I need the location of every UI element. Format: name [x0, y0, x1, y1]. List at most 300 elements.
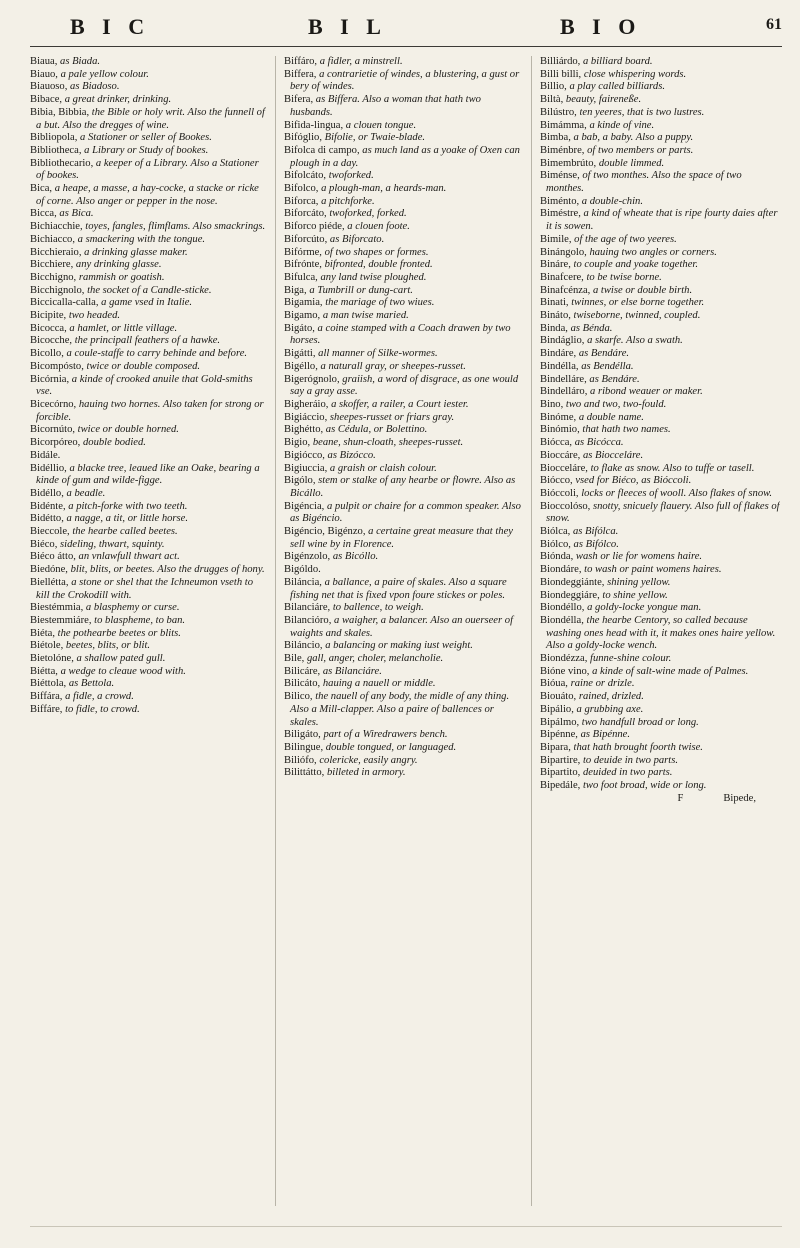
entry-headword: Bilicáre, — [284, 665, 323, 677]
header-left-guideword: B I C — [70, 14, 151, 39]
dictionary-entry — [540, 297, 780, 310]
dictionary-entry — [284, 691, 522, 729]
entry-headword: Bigiáccio, — [284, 411, 330, 423]
dictionary-entry — [284, 208, 522, 221]
dictionary-entry — [540, 463, 780, 476]
entry-definition: two foot broad, wide or long. — [582, 780, 707, 792]
entry-definition: twoforked. — [328, 170, 374, 182]
entry-definition: a plough-man, a heards-man. — [321, 183, 447, 195]
entry-definition: stem or stalke of any hearbe or flowre. Also as Bicállo. — [290, 475, 516, 499]
entry-definition: raine or drizle. — [570, 678, 635, 690]
entry-definition: that hath two names. — [582, 424, 671, 436]
dictionary-entry — [540, 653, 780, 666]
dictionary-entry — [30, 259, 266, 272]
entry-definition: a pulpit or chaire for a common speaker. Also as Bigéncio. — [290, 500, 521, 525]
dictionary-entry — [540, 234, 780, 247]
dictionary-entry — [30, 551, 266, 564]
entry-headword: Bicchieraio, — [30, 246, 85, 258]
entry-definition: the hearbe Centory, so called because washing ones head with it, it makes ones haire yellow. Also a goldy-locke wench. — [546, 614, 776, 652]
dictionary-entry — [284, 145, 522, 170]
entry-headword: Bipedále, — [540, 780, 583, 792]
entry-headword: Biauoso, — [30, 81, 71, 93]
dictionary-entry — [284, 234, 522, 247]
entry-definition: as Bifólca. — [572, 526, 619, 538]
entry-headword: Bicocca, — [30, 322, 70, 334]
page-number: 61 — [766, 16, 782, 33]
entry-definition: a Tumbrill or dung-cart. — [309, 284, 413, 296]
dictionary-entry — [284, 564, 522, 577]
entry-definition: to flake as snow. Also to tuffe or tasell. — [590, 462, 755, 474]
entry-definition: as Bendáre. — [578, 348, 630, 360]
dictionary-entry — [540, 374, 780, 387]
entry-headword: Billi billi, — [540, 68, 584, 80]
dictionary-entry — [284, 653, 522, 666]
entry-definition: wash or lie for womens haire. — [575, 551, 703, 563]
dictionary-entry — [540, 475, 780, 488]
entry-definition: as Bénda. — [570, 322, 613, 334]
entry-headword: Bilittátto, — [284, 767, 327, 779]
entry-definition: Bifolie, or Twaie-blade. — [324, 132, 426, 144]
dictionary-entry — [284, 272, 522, 285]
entry-headword: Bidétto, — [30, 513, 67, 525]
entry-definition: the principall feathers of a hawke. — [74, 335, 221, 347]
dictionary-entry — [284, 602, 522, 615]
entry-headword: Biffáro, — [284, 56, 320, 67]
entry-definition: twiseborne, twinned, coupled. — [573, 310, 701, 322]
entry-definition: as Bipénne. — [580, 729, 631, 741]
entry-definition: all manner of Silke-wormes. — [318, 348, 438, 360]
entry-definition: rammish or goatish. — [78, 271, 165, 283]
entry-definition: a twise or double birth. — [592, 284, 693, 296]
entry-definition: as Bendáre. — [589, 373, 640, 385]
dictionary-entry — [30, 513, 266, 526]
dictionary-entry — [540, 285, 780, 298]
dictionary-entry — [30, 450, 266, 463]
entry-headword: Bimile, — [540, 233, 575, 245]
entry-definition: a blasphemy or curse. — [85, 602, 180, 614]
entry-headword: Bindelláre, — [540, 373, 590, 385]
entry-headword: Biócca, — [540, 437, 575, 449]
entry-headword: Binángolo, — [540, 246, 590, 258]
dictionary-entry — [284, 412, 522, 425]
entry-definition: a Library or Study of bookes. — [84, 144, 209, 156]
entry-definition: as Bilanciáre. — [322, 665, 382, 677]
dictionary-entry — [30, 691, 266, 704]
entry-headword: Bidále. — [30, 449, 61, 461]
entry-headword: Biéttola, — [30, 678, 69, 690]
dictionary-entry — [30, 335, 266, 348]
entry-headword: Bilanciáre, — [284, 602, 333, 614]
entry-headword: Bicecórno, — [30, 398, 79, 410]
entry-headword: Bináre, — [540, 259, 574, 271]
entry-headword: Biétta, — [30, 665, 61, 677]
entry-definition: a hamlet, or little village. — [69, 322, 178, 334]
entry-definition: as Biforcato. — [329, 233, 385, 245]
entry-definition: locks or fleeces of wooll. Also flakes of snow. — [581, 487, 773, 499]
dictionary-entry — [540, 196, 780, 209]
entry-headword: Bigiuccia, — [284, 462, 330, 474]
dictionary-entry — [30, 424, 266, 437]
entry-definition: of two shapes or formes. — [324, 246, 429, 258]
entry-headword: Bighétto, — [284, 424, 326, 436]
entry-headword: Biffáre, — [30, 703, 66, 715]
entry-headword: Bigerógnolo, — [284, 373, 343, 385]
entry-definition: as Bizócco. — [327, 449, 376, 461]
dictionary-entry — [284, 475, 522, 500]
entry-definition: a balancing or making iust weight. — [325, 640, 473, 652]
entry-definition: part of a Wiredrawers bench. — [323, 729, 448, 741]
entry-definition: a contrarietie of windes, a blustering, a gust or bery of windes. — [290, 68, 520, 93]
entry-headword: Bifolcáto, — [284, 170, 329, 182]
entry-definition: twoforked, forked. — [329, 208, 407, 220]
entry-definition: as Biocceláre. — [582, 449, 644, 461]
entry-headword: Binóme, — [540, 411, 579, 423]
entry-definition: a fidler, a minstrell. — [319, 56, 403, 67]
entry-headword: Biláncio, — [284, 640, 326, 652]
entry-headword: Bifóglio, — [284, 132, 325, 144]
entry-definition: a coine stamped with a Coach drawen by two horses. — [290, 322, 511, 347]
dictionary-entry — [284, 666, 522, 679]
entry-headword: Bilicáto, — [284, 678, 323, 690]
entry-definition: two and two, two-fould. — [565, 398, 667, 410]
dictionary-entry — [540, 170, 780, 195]
entry-definition: a drinking glasse maker. — [84, 246, 188, 258]
dictionary-entry — [540, 247, 780, 260]
entry-definition: toyes, fangles, flimflams. Also smackrings. — [85, 221, 266, 233]
entry-headword: Bieccole, — [30, 526, 73, 538]
entry-definition: a kind of wheate that is ripe fourty daies after it is sowen. — [546, 208, 778, 233]
entry-headword: Biffera, — [284, 68, 320, 80]
entry-columns — [30, 56, 782, 1216]
dictionary-entry — [30, 247, 266, 260]
dictionary-entry — [284, 463, 522, 476]
entry-definition: to be twise borne. — [586, 271, 662, 283]
entry-definition: hauing two hornes. Also taken for strong or forcible. — [36, 398, 264, 423]
dictionary-entry — [540, 272, 780, 285]
entry-definition: hauing a nauell or middle. — [322, 678, 436, 690]
entry-definition: to wash or paint womens haires. — [584, 564, 722, 576]
entry-definition: the socket of a Candle-sticke. — [87, 284, 212, 296]
entry-definition: a clouen foote. — [347, 221, 410, 233]
entry-headword: Bigéncio, Bigénzo, — [284, 526, 369, 538]
entry-definition: a goldy-locke yongue man. — [587, 602, 702, 614]
dictionary-entry — [540, 424, 780, 437]
dictionary-entry — [30, 526, 266, 539]
entry-headword: Biouáto, — [540, 691, 579, 703]
signature-mark: F — [677, 792, 684, 804]
entry-definition: as Bica. — [59, 208, 94, 220]
entry-definition: as Bicóllo. — [332, 551, 379, 563]
entry-definition: a keeper of a Library. Also a Stationer of bookes. — [36, 157, 259, 182]
dictionary-entry — [284, 323, 522, 348]
entry-headword: Bigólo, — [284, 475, 319, 487]
entry-definition: a kinde of salt-wine made of Palmes. — [592, 665, 749, 677]
dictionary-entry — [284, 310, 522, 323]
entry-definition: a bab, a baby. Also a puppy. — [573, 132, 694, 144]
entry-headword: Bibliotheca, — [30, 144, 85, 156]
entry-definition: as Biffera. Also a woman that hath two husbands. — [290, 94, 481, 118]
column-1 — [30, 56, 266, 1206]
dictionary-entry — [540, 412, 780, 425]
dictionary-entry — [540, 323, 780, 336]
entry-headword: Bifolco, — [284, 183, 322, 195]
dictionary-entry — [30, 704, 266, 717]
dictionary-entry — [30, 272, 266, 285]
entry-definition: a ballance, a paire of skales. Also a square fishing net that is fixed vpon foure stickes or poles. — [290, 576, 507, 601]
entry-definition: a kinde of crooked anuile that Gold-smiths vse. — [36, 373, 253, 398]
entry-definition: double bodied. — [82, 437, 146, 449]
page-bottom-edge — [30, 1226, 782, 1227]
entry-definition: double tongued, or languaged. — [325, 741, 457, 753]
dictionary-entry — [540, 666, 780, 679]
entry-headword: Bifórme, — [284, 246, 325, 258]
dictionary-entry — [540, 437, 780, 450]
dictionary-entry — [540, 742, 780, 755]
dictionary-entry — [540, 590, 780, 603]
entry-headword: Biócco, — [540, 475, 576, 487]
entry-definition: twice or double composed. — [86, 360, 201, 372]
dictionary-entry — [284, 450, 522, 463]
entry-headword: Biligáto, — [284, 729, 324, 741]
entry-headword: Biondélla, — [540, 614, 587, 626]
dictionary-entry — [30, 297, 266, 310]
entry-definition: to fidle, to crowd. — [65, 703, 140, 715]
entry-definition: as Biada. — [60, 56, 101, 67]
dictionary-entry — [30, 81, 266, 94]
dictionary-entry — [540, 310, 780, 323]
dictionary-entry — [30, 501, 266, 514]
entry-headword: Biedóne, — [30, 564, 71, 576]
dictionary-entry — [540, 56, 780, 69]
entry-definition: any drinking glasse. — [75, 259, 162, 271]
entry-headword: Biestemmiáre, — [30, 614, 95, 626]
entry-definition: a graish or claish colour. — [329, 462, 437, 474]
dictionary-entry — [540, 399, 780, 412]
dictionary-entry — [30, 437, 266, 450]
dictionary-entry — [540, 158, 780, 171]
dictionary-entry — [30, 678, 266, 691]
entry-definition: a nagge, a tit, or little horse. — [66, 513, 189, 525]
dictionary-entry — [284, 577, 522, 602]
entry-headword: Bioccolóso, — [540, 500, 593, 512]
entry-headword: Binati, — [540, 297, 572, 309]
dictionary-entry — [284, 132, 522, 145]
dictionary-entry — [30, 69, 266, 82]
dictionary-entry — [30, 640, 266, 653]
dictionary-entry — [540, 704, 780, 717]
dictionary-entry — [284, 399, 522, 412]
entry-definition: as Cédula, or Bolettino. — [325, 424, 428, 436]
dictionary-entry — [30, 221, 266, 234]
dictionary-entry — [30, 158, 266, 183]
entry-definition: to deuide in two parts. — [582, 754, 679, 766]
entry-headword: Bibace, — [30, 94, 65, 106]
dictionary-entry — [284, 678, 522, 691]
entry-headword: Bigéllo, — [284, 360, 321, 372]
entry-headword: Biforco piéde, — [284, 221, 348, 233]
entry-headword: Biccicalla-calla, — [30, 297, 102, 309]
dictionary-entry — [540, 259, 780, 272]
entry-definition: deuided in two parts. — [582, 767, 673, 779]
entry-headword: Biétole, — [30, 640, 66, 652]
entry-definition: a blacke tree, leaued like an Oake, bearing a kinde of gum and wilde-figge. — [36, 462, 260, 487]
dictionary-entry — [540, 488, 780, 501]
dictionary-entry — [284, 526, 522, 551]
entry-headword: Biltà, — [540, 94, 566, 106]
dictionary-entry — [30, 56, 266, 69]
entry-definition: of the age of two yeeres. — [574, 233, 677, 245]
dictionary-entry — [30, 348, 266, 361]
dictionary-entry — [30, 94, 266, 107]
entry-definition: two handfull broad or long. — [581, 716, 699, 728]
entry-headword: Bióne vino, — [540, 665, 593, 677]
entry-definition: an vnlawfull thwart act. — [78, 551, 180, 563]
entry-headword: Bicchigno, — [30, 271, 79, 283]
entry-headword: Binafcénza, — [540, 284, 593, 296]
dictionary-entry — [30, 310, 266, 323]
entry-headword: Bipálmo, — [540, 716, 582, 728]
entry-headword: Bilústro, — [540, 106, 580, 118]
footer-line — [540, 793, 780, 806]
entry-headword: Bibliothecario, — [30, 157, 96, 169]
dictionary-entry — [30, 539, 266, 552]
entry-definition: a pitch-forke with two teeth. — [68, 500, 188, 512]
entry-definition: a kinde of vine. — [589, 119, 655, 131]
dictionary-entry — [284, 285, 522, 298]
entry-headword: Bidénte, — [30, 500, 69, 512]
dictionary-entry — [540, 767, 780, 780]
entry-definition: as much land as a yoake of Oxen can plough in a day. — [290, 144, 520, 169]
entry-definition: a Stationer or seller of Bookes. — [80, 132, 212, 144]
entry-headword: Bigio, — [284, 437, 313, 449]
entry-definition: a billiard board. — [582, 56, 653, 67]
dictionary-entry — [284, 297, 522, 310]
dictionary-entry — [284, 424, 522, 437]
entry-definition: a wedge to cleaue wood with. — [60, 665, 186, 677]
entry-headword: Bietolóne, — [30, 653, 77, 665]
entry-definition: colericke, easily angry. — [319, 754, 418, 766]
dictionary-entry — [540, 335, 780, 348]
entry-definition: a certaine great measure that they sell wine by in Florence. — [290, 526, 513, 550]
dictionary-entry — [540, 386, 780, 399]
dictionary-entry — [284, 729, 522, 742]
entry-headword: Biméstre, — [540, 208, 584, 220]
entry-definition: a great drinker, drinking. — [64, 94, 172, 106]
dictionary-entry — [540, 208, 780, 233]
entry-definition: a beadle. — [66, 487, 106, 499]
entry-headword: Bigóldo. — [284, 564, 321, 576]
entry-headword: Bifulca, — [284, 271, 321, 283]
entry-headword: Bimembrúto, — [540, 157, 599, 169]
entry-definition: vsed for Biéco, as Bióccoli. — [575, 475, 692, 487]
entry-definition: a skoffer, a railer, a Court iester. — [331, 398, 469, 410]
entry-headword: Bináto, — [540, 310, 574, 322]
entry-headword: Bica, — [30, 183, 55, 195]
entry-headword: Bindélla, — [540, 360, 582, 372]
dictionary-entry — [540, 729, 780, 742]
entry-definition: bifronted, double fronted. — [324, 259, 433, 271]
dictionary-entry — [30, 208, 266, 221]
dictionary-entry — [30, 145, 266, 158]
entry-headword: Billio, — [540, 81, 570, 93]
entry-headword: Bipara, — [540, 741, 574, 753]
entry-definition: gall, anger, choler, melancholie. — [306, 653, 444, 665]
dictionary-entry — [30, 285, 266, 298]
entry-headword: Biforcáto, — [284, 208, 330, 220]
entry-headword: Bichiacco, — [30, 233, 78, 245]
entry-headword: Bimba, — [540, 132, 574, 144]
dictionary-entry — [540, 145, 780, 158]
dictionary-entry — [540, 755, 780, 768]
entry-definition: a clouen tongue. — [345, 119, 417, 131]
entry-headword: Biforca, — [284, 195, 322, 207]
entry-definition: double limmed. — [598, 157, 665, 169]
dictionary-entry — [30, 488, 266, 501]
entry-headword: Bipálio, — [540, 703, 577, 715]
entry-definition: the mariage of two wiues. — [325, 297, 435, 309]
entry-headword: Bifera, — [284, 94, 316, 106]
dictionary-entry — [284, 183, 522, 196]
header-right-guideword: B I O — [560, 14, 642, 39]
entry-definition: rained, drizled. — [578, 691, 644, 703]
dictionary-entry — [284, 361, 522, 374]
dictionary-entry — [540, 602, 780, 615]
entry-headword: Bigiócco, — [284, 449, 328, 461]
entry-definition: beane, shun-cloath, sheepes-russet. — [312, 437, 464, 449]
entry-headword: Biga, — [284, 284, 310, 296]
entry-headword: Bipénne, — [540, 729, 581, 741]
dictionary-entry — [284, 56, 522, 69]
dictionary-entry — [540, 615, 780, 653]
dictionary-entry — [284, 767, 522, 780]
dictionary-entry — [540, 526, 780, 539]
entry-definition: as Bifólco. — [573, 538, 619, 550]
entry-headword: Biondeggiáre, — [540, 589, 603, 601]
entry-definition: sheepes-russet or friars gray. — [329, 411, 455, 423]
entry-definition: a skarfe. Also a swath. — [587, 335, 683, 347]
entry-headword: Biólco, — [540, 538, 574, 550]
entry-headword: Binómio, — [540, 424, 583, 436]
entry-headword: Biéco átto, — [30, 551, 79, 563]
entry-definition: as Biadoso. — [70, 81, 120, 93]
entry-headword: Bicca, — [30, 208, 60, 220]
entry-headword: Bigéncia, — [284, 500, 327, 512]
entry-headword: Bicchignolo, — [30, 284, 88, 296]
entry-headword: Bilico, — [284, 691, 316, 703]
entry-headword: Bichiacchie, — [30, 221, 86, 233]
entry-definition: to ballence, to weigh. — [332, 602, 424, 614]
entry-headword: Bimámma, — [540, 119, 590, 131]
entry-headword: Binafcere, — [540, 271, 587, 283]
dictionary-entry — [540, 717, 780, 730]
entry-headword: Biestémmia, — [30, 602, 86, 614]
entry-definition: funne-shine colour. — [590, 653, 672, 665]
entry-definition: the Bible or holy writ. Also the funnell of a but. Also the dregges of wine. — [36, 106, 265, 131]
entry-headword: Biólca, — [540, 526, 573, 538]
dictionary-entry — [30, 132, 266, 145]
entry-definition: any land twise ploughed. — [320, 271, 427, 283]
entry-definition: beauty, faireneße. — [565, 94, 642, 106]
entry-headword: Bicornúto, — [30, 424, 78, 436]
entry-definition: that hath brought foorth twise. — [573, 741, 703, 753]
entry-definition: as Bendélla. — [581, 360, 634, 372]
entry-definition: a pitchforke. — [321, 195, 375, 207]
entry-definition: a game vsed in Italie. — [101, 297, 193, 309]
entry-headword: Biéco, — [30, 538, 61, 550]
entry-definition: hauing two angles or corners. — [589, 246, 717, 258]
entry-headword: Bigátti, — [284, 348, 319, 360]
entry-headword: Bipartito, — [540, 767, 583, 779]
